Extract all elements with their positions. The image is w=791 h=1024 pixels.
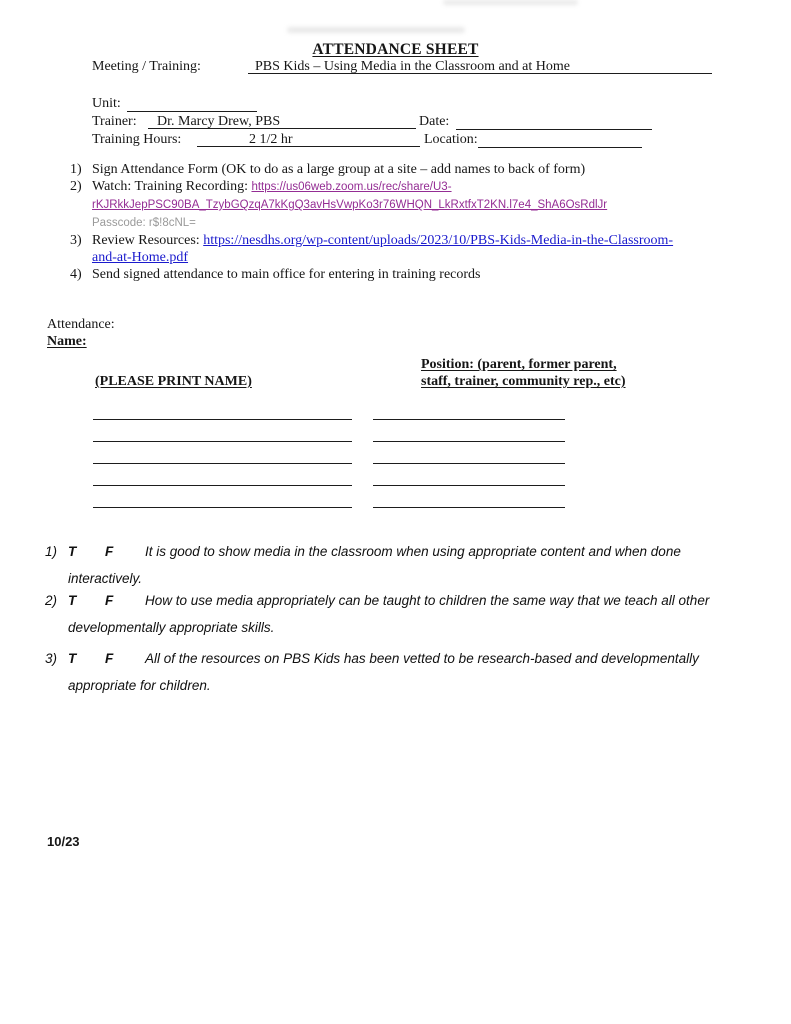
training-hours-label: Training Hours:	[92, 132, 182, 147]
meeting-training-value: PBS Kids – Using Media in the Classroom and at Home	[248, 59, 712, 74]
quiz-statement-line2: interactively.	[68, 571, 143, 586]
true-option: T	[68, 544, 77, 559]
training-hours-value: 2 1/2 hr	[197, 132, 420, 147]
location-label: Location:	[424, 132, 478, 147]
instruction-item-3	[70, 232, 750, 249]
sign-in-rows	[93, 398, 573, 508]
quiz-statement-line1: It is good to show media in the classroom when using appropriate content and when done	[145, 544, 681, 559]
name-blank-line	[93, 507, 352, 508]
position-blank-line	[373, 507, 565, 508]
instruction-text: Sign Attendance Form (OK to do as a large group at a site – add names to back of form)	[92, 162, 586, 177]
print-name-column-header: (PLEASE PRINT NAME)	[95, 374, 252, 389]
date-value-line	[456, 114, 652, 130]
name-label: Name:	[47, 334, 87, 349]
instruction-text: Send signed attendance to main office for entering in training records	[92, 267, 481, 282]
quiz-item-2	[45, 587, 760, 641]
scan-artifact	[287, 27, 465, 33]
instruction-text: Watch: Training Recording:	[92, 179, 252, 194]
date-label: Date:	[419, 114, 450, 129]
false-option: F	[105, 544, 114, 559]
hours-location-row	[92, 132, 478, 148]
passcode-line	[70, 214, 750, 232]
quiz-statement-line2: appropriate for children.	[68, 678, 211, 693]
sign-in-row	[93, 398, 573, 420]
false-option: F	[105, 651, 114, 666]
instruction-number: 2)	[70, 179, 82, 194]
unit-row	[92, 96, 121, 112]
page-title: ATTENDANCE SHEET	[312, 41, 479, 58]
false-option: F	[105, 593, 114, 608]
attendance-section-label: Attendance:	[47, 317, 115, 332]
zoom-recording-link-line2[interactable]: rKJRkkJepPSC90BA_TzybGQzqA7kKgQ3avHsVwpKo3r76WHQN_LkRxtfxT2KN.l7e4_ShA6OsRdlJr	[92, 199, 608, 211]
true-option: T	[68, 651, 77, 666]
instruction-item-2-continuation	[70, 196, 750, 214]
trainer-value: Dr. Marcy Drew, PBS	[148, 114, 416, 129]
quiz-number: 3)	[45, 651, 58, 666]
instruction-number: 1)	[70, 162, 82, 177]
trainer-label: Trainer:	[92, 114, 137, 129]
quiz-statement-line1: How to use media appropriately can be taught to children the same way that we teach all other	[145, 593, 710, 608]
trainer-date-row	[92, 114, 450, 130]
position-header-line1: Position: (parent, former parent,	[421, 357, 617, 372]
sign-in-row	[93, 442, 573, 464]
true-option: T	[68, 593, 77, 608]
instruction-item-4	[70, 266, 750, 283]
resources-pdf-link-line1[interactable]: https://nesdhs.org/wp-content/uploads/2023/10/PBS-Kids-Media-in-the-Classroom-	[203, 233, 674, 248]
quiz-item-3	[45, 645, 760, 699]
zoom-recording-link-line1[interactable]: https://us06web.zoom.us/rec/share/U3-	[251, 181, 452, 193]
instruction-item-2	[70, 178, 750, 196]
quiz-number: 2)	[45, 593, 58, 608]
unit-value-line	[127, 96, 257, 112]
quiz-statement-line1: All of the resources on PBS Kids has been vetted to be research-based and developmentally	[145, 651, 699, 666]
resources-pdf-link-line2[interactable]: and-at-Home.pdf	[92, 250, 189, 265]
instruction-item-3-continuation	[70, 249, 750, 266]
position-header-line2: staff, trainer, community rep., etc)	[421, 374, 626, 389]
position-column-header	[421, 356, 671, 390]
quiz-number: 1)	[45, 544, 58, 559]
location-value-line	[478, 132, 642, 148]
meeting-training-label: Meeting / Training:	[92, 59, 201, 74]
quiz-item-1	[45, 538, 760, 592]
meeting-training-row	[92, 59, 570, 75]
sign-in-row	[93, 464, 573, 486]
instruction-number: 3)	[70, 233, 82, 248]
sign-in-row	[93, 486, 573, 508]
sign-in-row	[93, 420, 573, 442]
instruction-item-1	[70, 161, 750, 178]
quiz-statement-line2: developmentally appropriate skills.	[68, 620, 275, 635]
passcode-text: Passcode: r$!8cNL=	[92, 217, 196, 229]
instruction-number: 4)	[70, 267, 82, 282]
footer-date-code: 10/23	[47, 834, 80, 849]
instruction-text: Review Resources:	[92, 233, 204, 248]
scan-artifact	[443, 0, 578, 5]
unit-label: Unit:	[92, 96, 121, 111]
instructions-list	[70, 161, 750, 283]
